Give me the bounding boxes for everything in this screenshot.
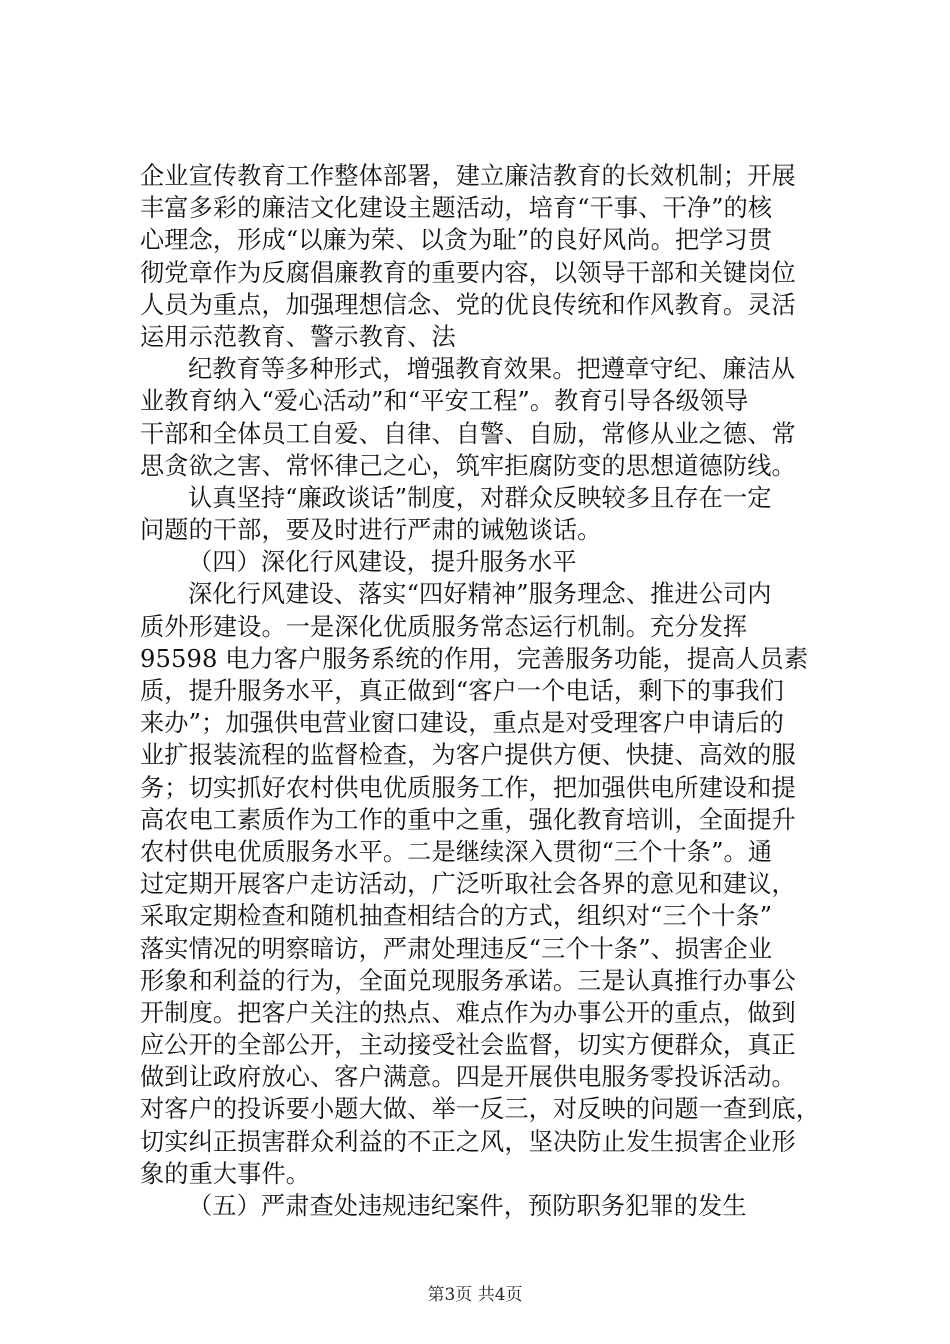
paragraph-line: 人员为重点，加强理想信念、党的优良传统和作风教育。灵活 — [140, 290, 796, 319]
paragraph-line: 做到让政府放心、客户满意。四是开展供电服务零投诉活动。 — [140, 1063, 796, 1092]
paragraph-1 — [140, 160, 840, 353]
paragraph-line: 开制度。把客户关注的热点、难点作为办事公开的重点，做到 — [140, 998, 796, 1027]
paragraph-line: 形象和利益的行为，全面兑现服务承诺。三是认真推行办事公 — [140, 966, 796, 995]
paragraph-line: 纪教育等多种形式，增强教育效果。把遵章守纪、廉洁从 — [188, 355, 796, 384]
paragraph-line: 质，提升服务水平，真正做到“客户一个电话，剩下的事我们 — [140, 677, 784, 705]
paragraph-3 — [140, 482, 840, 546]
paragraph-4 — [140, 578, 840, 1190]
paragraph-line: 业教育纳入“爱心活动”和“平安工程”。教育引导各级领导 — [140, 387, 749, 416]
paragraph-line: 过定期开展客户走访活动，广泛听取社会各界的意见和建议， — [140, 870, 796, 899]
section-heading-4: （四）深化行风建设，提升服务水平 — [188, 548, 577, 577]
paragraph-2 — [140, 353, 840, 482]
paragraph-line: 农村供电优质服务水平。二是继续深入贯彻“三个十条”。通 — [140, 837, 773, 866]
paragraph-line: 采取定期检查和随机抽查相结合的方式，组织对“三个十条” — [140, 902, 773, 931]
paragraph-line: 丰富多彩的廉洁文化建设主题活动，培育“干事、干净”的核 — [140, 194, 773, 223]
paragraph-line: 来办”；加强供电营业窗口建设，重点是对受理客户申请后的 — [140, 709, 784, 738]
paragraph-line: 思贪欲之害、常怀律己之心，筑牢拒腐防变的思想道德防线。 — [140, 451, 796, 480]
paragraph-line: 象的重大事件。 — [140, 1159, 311, 1188]
paragraph-line: 高农电工素质作为工作的重中之重，强化教育培训，全面提升 — [140, 805, 796, 834]
paragraph-line: 企业宣传教育工作整体部署，建立廉洁教育的长效机制；开展 — [140, 162, 796, 190]
paragraph-line: 深化行风建设、落实“四好精神”服务理念、推进公司内 — [188, 580, 772, 609]
paragraph-line: 95598 电力客户服务系统的作用，完善服务功能，提高人员素 — [140, 644, 809, 673]
paragraph-line: 落实情况的明察暗访，严肃处理违反“三个十条”、损害企业 — [140, 934, 773, 963]
paragraph-line: 对客户的投诉要小题大做、举一反三，对反映的问题一查到底， — [140, 1095, 821, 1124]
document-body — [140, 160, 840, 1222]
paragraph-line: 质外形建设。一是深化优质服务常态运行机制。充分发挥 — [140, 612, 748, 641]
paragraph-line: 认真坚持“廉政谈话”制度，对群众反映较多且存在一定 — [188, 483, 772, 512]
page-footer: 第3页 共4页 — [427, 1285, 523, 1305]
paragraph-line: 心理念，形成“以廉为荣、以贪为耻”的良好风尚。把学习贯 — [140, 226, 773, 255]
section-heading-5: （五）严肃查处违规违纪案件，预防职务犯罪的发生 — [188, 1192, 747, 1220]
paragraph-line: 切实纠正损害群众利益的不正之风，坚决防止发生损害企业形 — [140, 1127, 796, 1156]
paragraph-line: 干部和全体员工自爱、自律、自警、自励，常修从业之德、常 — [140, 419, 796, 448]
paragraph-line: 问题的干部，要及时进行严肃的诫勉谈话。 — [140, 516, 602, 545]
paragraph-line: 应公开的全部公开，主动接受社会监督，切实方便群众，真正 — [140, 1031, 796, 1060]
paragraph-line: 运用示范教育、警示教育、法 — [140, 322, 456, 351]
paragraph-line: 业扩报装流程的监督检查，为客户提供方便、快捷、高效的服 — [140, 741, 796, 770]
paragraph-line: 务；切实抓好农村供电优质服务工作，把加强供电所建设和提 — [140, 773, 796, 802]
paragraph-line: 彻党章作为反腐倡廉教育的重要内容，以领导干部和关键岗位 — [140, 258, 796, 287]
